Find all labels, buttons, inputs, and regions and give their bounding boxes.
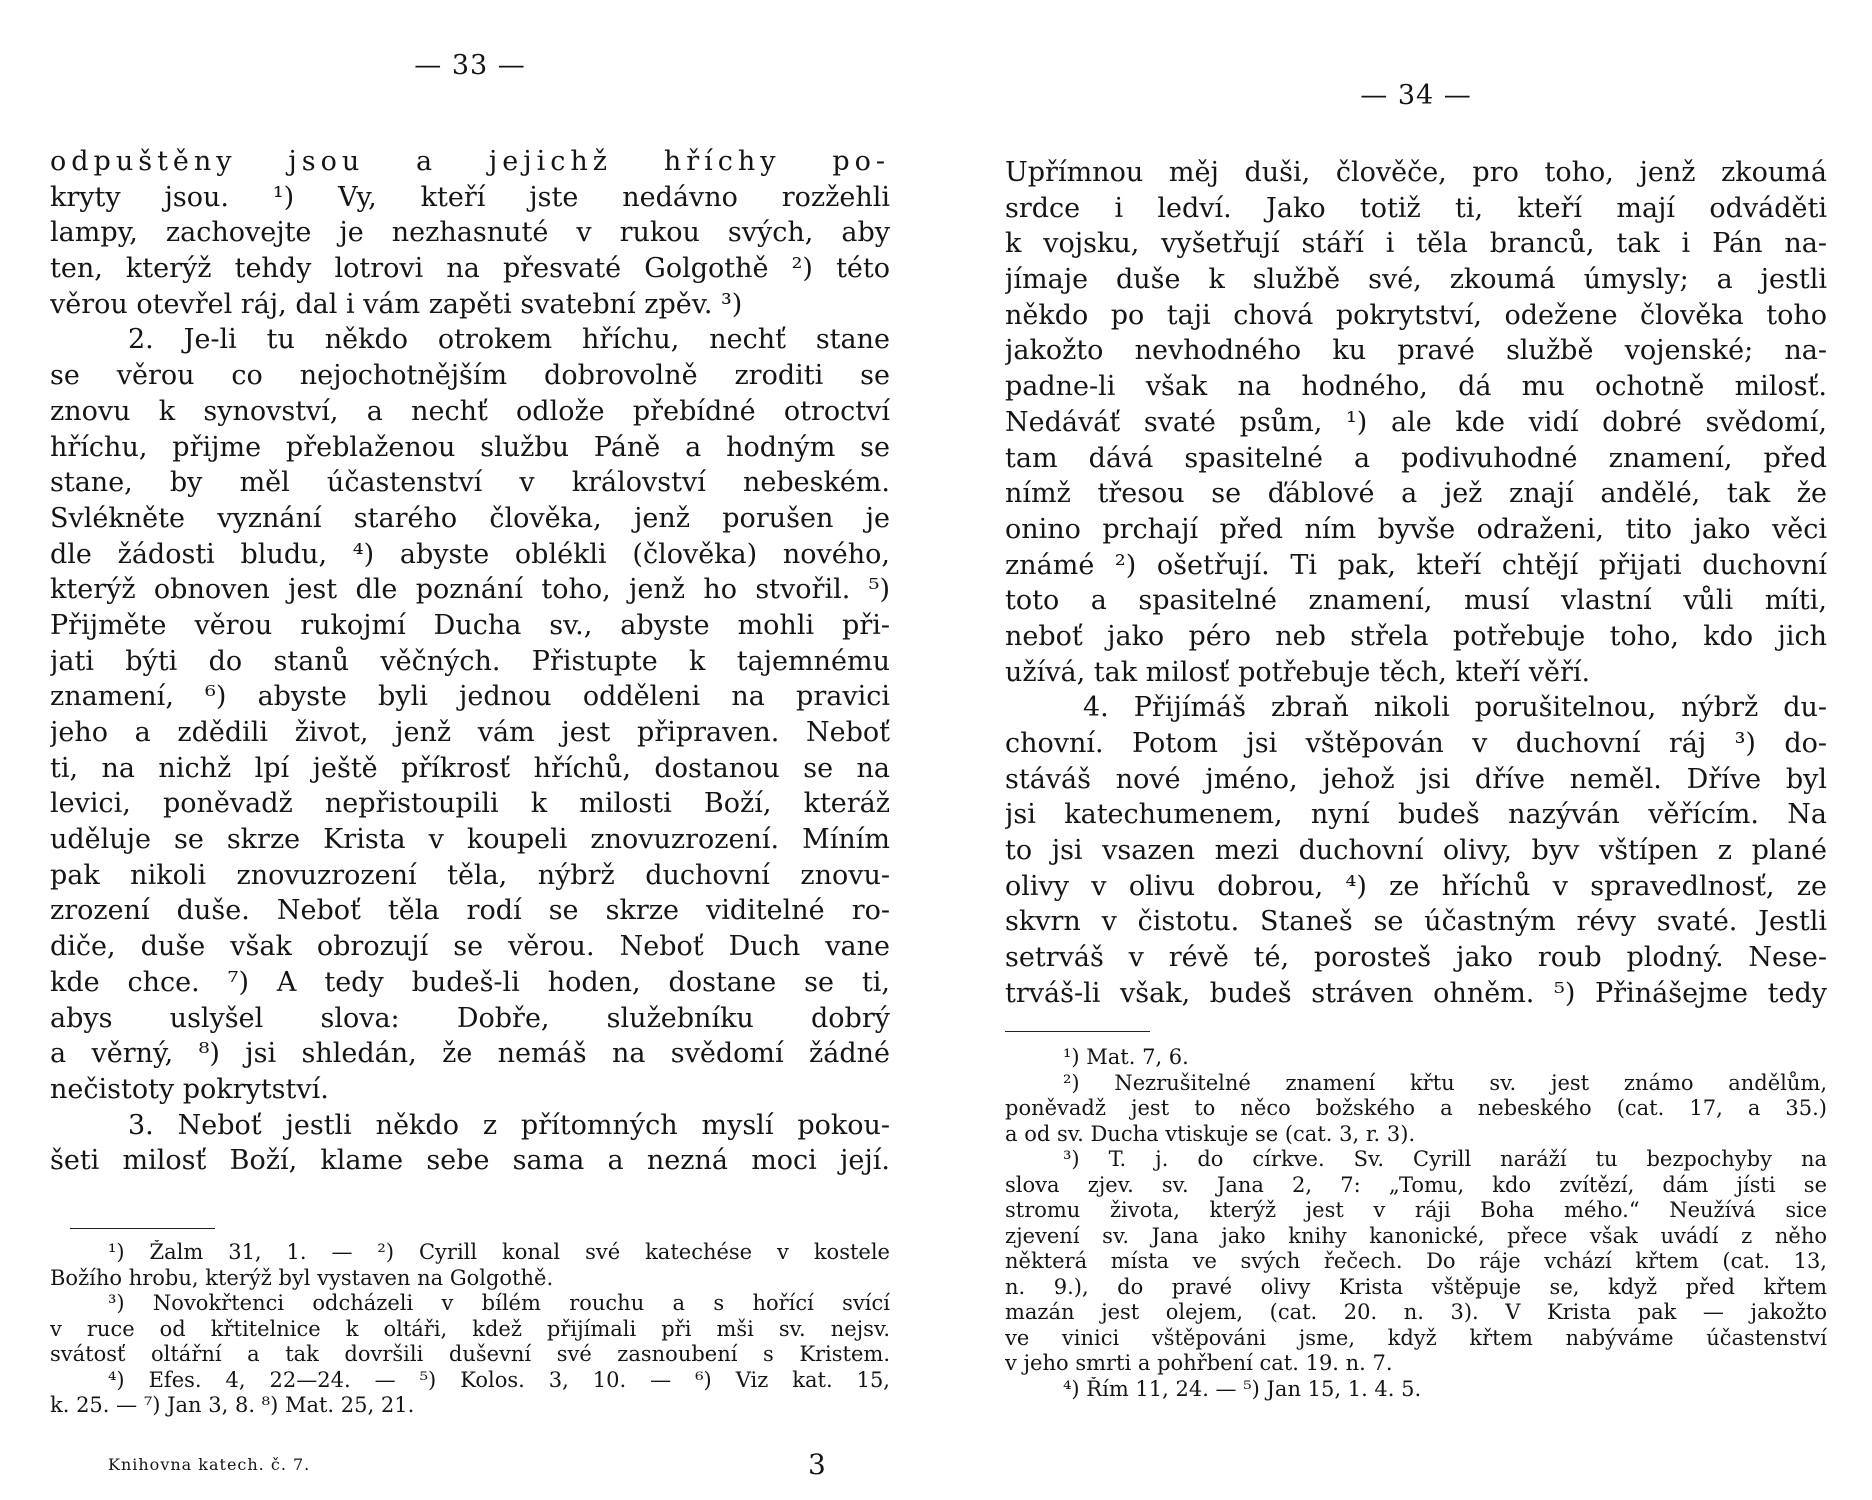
text-line: tam dává spasitelné a podivuhodné znamení, před (1005, 442, 1827, 474)
text-line: levici, poněvadž nepřistoupili k milosti Boží, kteráž (50, 788, 890, 820)
text-line: lampy, zachovejte je nezhasnuté v rukou svých, aby (50, 217, 890, 249)
text-line: dle žádosti bludu, ⁴) abyste oblékli (člověka) nového, (50, 538, 890, 570)
text-line: hříchu, přijme přeblaženou službu Páně a hodným se (50, 431, 890, 463)
footnote-line: v jeho smrti a pohřbení cat. 19. n. 7. (1005, 1351, 1393, 1375)
text-line: Upřímnou měj duši, člověče, pro toho, jenž zkoumá (1005, 157, 1827, 188)
text-line: odpuštěny jsou a jejichž hříchy po- (50, 146, 890, 177)
footnote-divider (1005, 1031, 1150, 1032)
text-line: a věrný, ⁸) jsi shledán, že nemáš na svědomí žádné (50, 1038, 890, 1070)
text-line: ten, kterýž tehdy lotrovi na přesvaté Golgothě ²) této (50, 253, 890, 285)
text-line: ti, na nichž lpí ještě příkrosť hříchů, dostanou se na (50, 752, 890, 784)
body-text (1005, 155, 1827, 1012)
text-line: jakožto nevhodného ku pravé službě vojenské; na- (1005, 335, 1827, 367)
text-line: věrou otevřel ráj, dal i vám zapěti svatební zpěv. ³) (50, 288, 743, 320)
text-line: kterýž obnoven jest dle poznání toho, jenž ho stvořil. ⁵) (50, 574, 890, 606)
footnote-line: a od sv. Ducha vtiskuje se (cat. 3, r. 3). (1005, 1121, 1416, 1146)
text-line: se věrou co nejochotnějším dobrovolně zroditi se (50, 360, 890, 392)
footnote-line: slova zjev. sv. Jana 2, 7: „Tomu, kdo zvítězí, dám jísti se (1005, 1172, 1827, 1197)
footnotes (50, 1240, 890, 1419)
footnote-line: ³) Novokřtenci odcházeli v bílém rouchu a s hořící svící (108, 1291, 890, 1315)
footnote-line: ⁴) Efes. 4, 22—24. — ⁵) Kolos. 3, 10. — ⁶) Viz kat. 15, (108, 1367, 890, 1392)
text-line: k vojsku, vyšetřují stáří i těla branců, tak i Pán na- (1005, 228, 1827, 260)
right-page (1005, 0, 1827, 1500)
text-line: 2. Je-li tu někdo otrokem hříchu, nechť stane (128, 324, 890, 356)
signature-mark: Knihovna katech. č. 7. (108, 1455, 311, 1474)
text-line: diče, duše však obrozují se věrou. Neboť Duch vane (50, 931, 890, 963)
footnote-line: mazán jest olejem, (cat. 20. n. 3). V Krista pak — jakožto (1005, 1300, 1827, 1324)
page-number: — 34 — (1360, 80, 1472, 111)
footnote-line: některá místa ve svých řečech. Do ráje vchází křtem (cat. 13, (1005, 1249, 1827, 1273)
text-line: kde chce. ⁷) A tedy budeš-li hoden, dostane se ti, (50, 966, 890, 998)
text-line: jsi katechumenem, nyní budeš nazýván věřícím. Na (1005, 799, 1827, 831)
footnote-line: ¹) Mat. 7, 6. (1063, 1045, 1189, 1069)
text-line: 4. Přijímáš zbraň nikoli porušitelnou, nýbrž du- (1083, 692, 1827, 724)
text-line: 3. Neboť jestli někdo z přítomných myslí pokou- (128, 1109, 890, 1141)
text-line: to jsi vsazen mezi duchovní olivy, byv vštípen z plané (1005, 835, 1827, 867)
text-line: znamení, ⁶) abyste byli jednou odděleni na pravici (50, 681, 890, 713)
page-number: — 33 — (414, 50, 526, 81)
text-line: kryty jsou. ¹) Vy, kteří jste nedávno rozžehli (50, 181, 890, 213)
footnote-line: ve vinici vštěpováni jsme, když křtem nabýváme účastenství (1005, 1325, 1827, 1350)
text-line: nečistoty pokrytství. (50, 1073, 329, 1105)
footnote-line: zjevení sv. Jana jako knihy kanonické, přece však uvádí z něho (1005, 1223, 1827, 1248)
text-line: nímž třesou se ďáblové a jež znají andělé, tak že (1005, 478, 1827, 510)
text-line: toto a spasitelné znamení, musí vlastní vůli míti, (1005, 585, 1827, 617)
footnote-line: ³) T. j. do církve. Sv. Cyrill naráží tu bezpochyby na (1063, 1147, 1827, 1171)
text-line: někdo po taji chová pokrytství, odežene člověka toho (1005, 299, 1827, 331)
footnote-line: ¹) Žalm 31, 1. — ²) Cyrill konal své katechése v kostele (108, 1240, 890, 1264)
left-page (50, 0, 890, 1500)
footnotes (1005, 1045, 1827, 1402)
footnote-line: svátosť oltářní a tak dovršili duševní své zasnoubení s Kristem. (50, 1342, 890, 1366)
text-line: jeho a zdědili život, jenž vám jest připraven. Neboť (50, 717, 890, 748)
text-line: abys uslyšel slova: Dobře, služebníku dobrý (50, 1002, 890, 1034)
text-line: srdce i ledví. Jako totiž ti, kteří mají odváděti (1005, 192, 1827, 224)
footnote-line: stromu života, kterýž jest v ráji Boha mého.“ Neužívá sice (1005, 1198, 1827, 1222)
text-line: šeti milosť Boží, klame sebe sama a nezná moci její. (50, 1145, 890, 1177)
footnote-line: k. 25. — ⁷) Jan 3, 8. ⁸) Mat. 25, 21. (50, 1393, 415, 1417)
text-line: onino prchají před ním byvše odraženi, tito jako věci (1005, 513, 1827, 545)
text-line: jímaje duše k službě své, zkoumá úmysly; a jestli (1005, 264, 1827, 296)
text-line: zrození duše. Neboť těla rodí se skrze viditelné ro- (50, 895, 890, 927)
text-line: neboť jako péro neb střela potřebuje toho, kdo jich (1005, 620, 1827, 652)
footnote-line: ²) Nezrušitelné znamení křtu sv. jest známo andělům, (1063, 1070, 1827, 1095)
text-line: trváš-li však, budeš stráven ohněm. ⁵) Přinášejme tedy (1005, 977, 1827, 1009)
text-line: stane, by měl účastenství v království nebeském. (50, 467, 890, 499)
text-line: stáváš nové jméno, jehož jsi dříve neměl. Dříve byl (1005, 763, 1827, 795)
footnote-line: ⁴) Řím 11, 24. — ⁵) Jan 15, 1. 4. 5. (1063, 1376, 1422, 1401)
footnote-divider (70, 1228, 215, 1229)
text-line: pak nikoli znovuzrození těla, nýbrž duchovní znovu- (50, 859, 890, 891)
text-line: Nedáváť svaté psům, ¹) ale kde vidí dobré svědomí, (1005, 406, 1827, 438)
body-text (50, 144, 890, 1179)
text-line: setrváš v révě té, porosteš jako roub plodný. Nese- (1005, 942, 1827, 974)
footnote-line: Božího hrobu, kterýž byl vystaven na Golgothě. (50, 1265, 554, 1290)
text-line: skvrn v čistotu. Staneš se účastným révy svaté. Jestli (1005, 906, 1827, 938)
text-line: známé ²) ošetřují. Ti pak, kteří chtějí přijati duchovní (1005, 549, 1827, 581)
text-line: jati býti do stanů věčných. Přistupte k tajemnému (50, 645, 890, 677)
text-line: užívá, tak milosť potřebuje těch, kteří věří. (1005, 656, 1591, 688)
footnote-line: n. 9.), do pravé olivy Krista vštěpuje se, když před křtem (1005, 1274, 1827, 1299)
text-line: padne-li však na hodného, dá mu ochotně milosť. (1005, 371, 1827, 403)
sheet-number: 3 (808, 1448, 826, 1481)
text-line: chovní. Potom jsi vštěpován v duchovní ráj ³) do- (1005, 728, 1827, 759)
text-line: uděluje se skrze Krista v koupeli znovuzrození. Míním (50, 824, 890, 856)
footnote-line: v ruce od křtitelnice k oltáři, kdež přijímali při mši sv. nejsv. (50, 1316, 890, 1341)
footnote-line: poněvadž jest to něco božského a nebeského (cat. 17, a 35.) (1005, 1096, 1827, 1120)
text-line: Svlékněte vyznání starého člověka, jenž porušen je (50, 502, 890, 534)
text-line: olivy v olivu dobrou, ⁴) ze hříchů v spravedlnosť, ze (1005, 870, 1827, 902)
text-line: znovu k synovství, a nechť odlože přebídné otroctví (50, 395, 890, 427)
text-line: Přijměte věrou rukojmí Ducha sv., abyste mohli při- (50, 609, 890, 641)
